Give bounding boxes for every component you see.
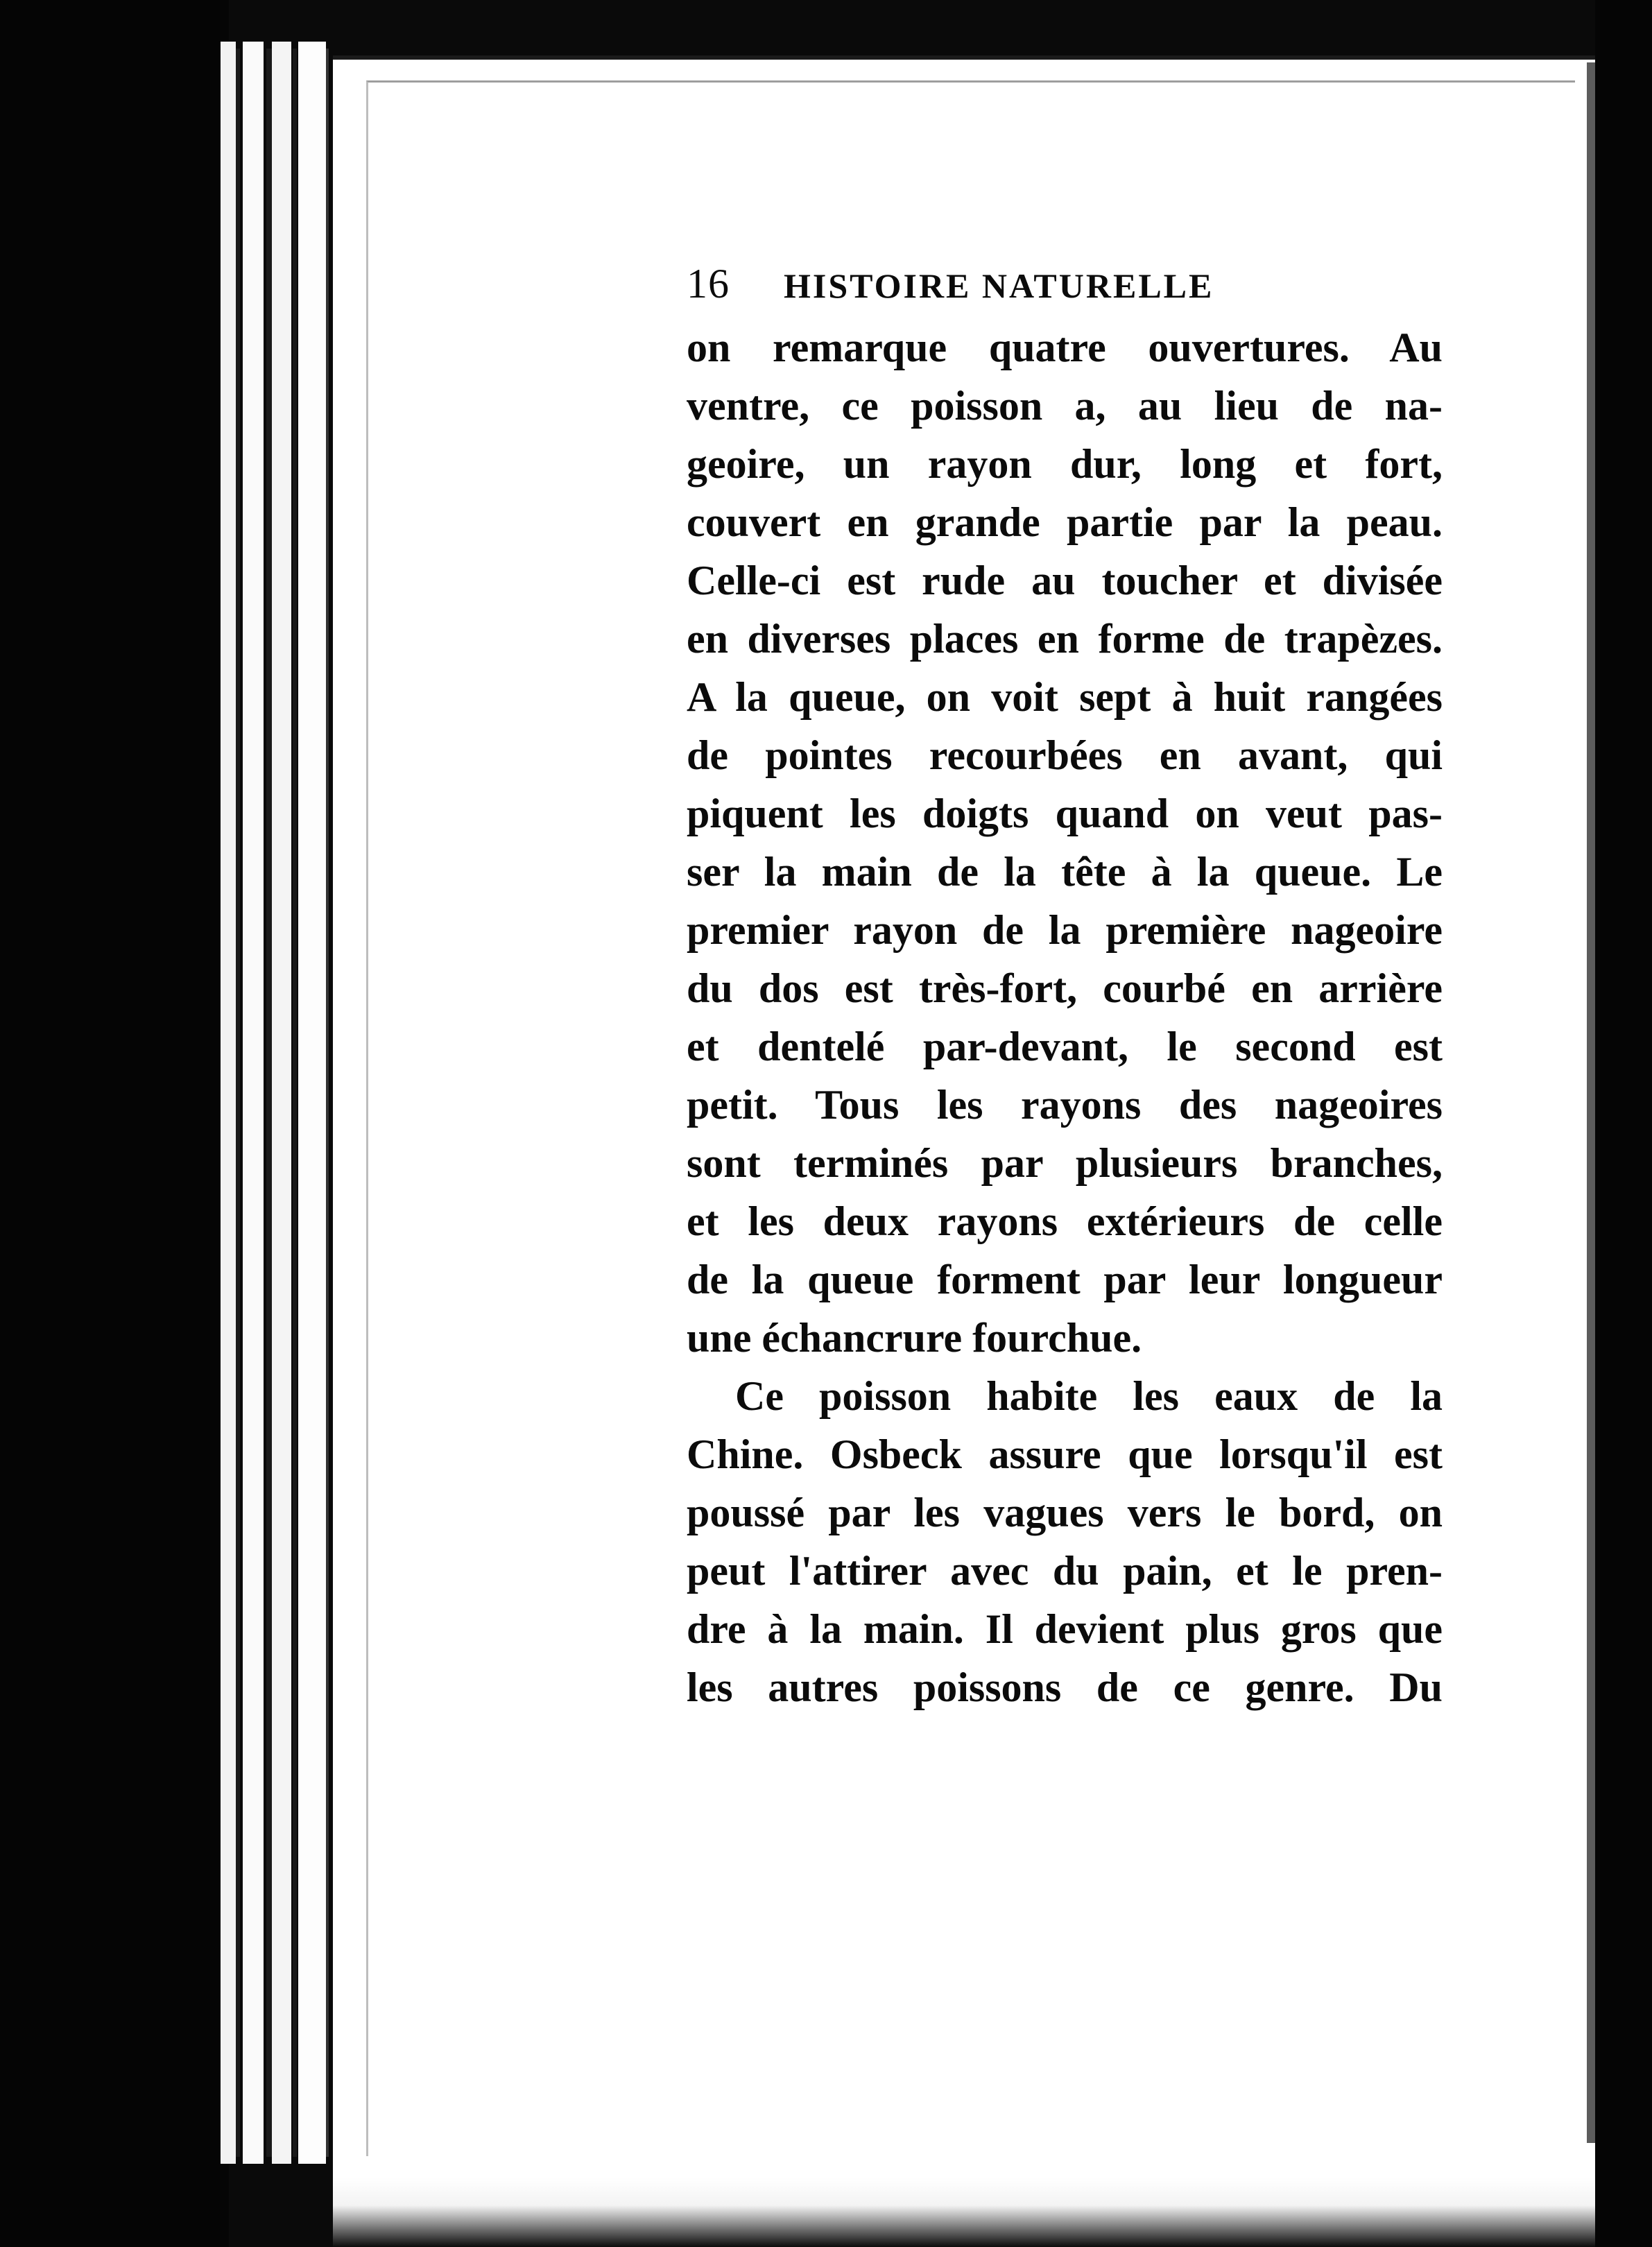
page-edge-shadow [326,49,329,2157]
text-line: premier rayon de la première nageoire [687,907,1443,953]
text-line: piquent les doigts quand on veut pas- [687,791,1443,836]
text-line: du dos est très-fort, courbé en arrière [687,965,1443,1011]
page-bottom-shadow [333,2178,1595,2247]
running-head [687,260,1443,316]
text-line: A la queue, on voit sept à huit rangées [687,674,1443,720]
page-edge [243,42,264,2164]
scan-background-right [1595,0,1652,2247]
text-line: couvert en grande partie par la peau. [687,499,1443,545]
text-line: et les deux rayons extérieurs de celle [687,1198,1443,1244]
text-line: poussé par les vagues vers le bord, on [687,1490,1443,1535]
text-line: ventre, ce poisson a, au lieu de na- [687,383,1443,429]
text-line: sont terminés par plusieurs branches, [687,1140,1443,1186]
page-edge-shadow [236,49,240,2157]
text-line: peut l'attirer avec du pain, et le pren- [687,1548,1443,1594]
paragraph [687,318,1443,1367]
text-line: Chine. Osbeck assure que lorsqu'il est [687,1431,1443,1477]
text-line: geoire, un rayon dur, long et fort, [687,441,1443,487]
page-edge [221,42,236,2164]
text-line: on remarque quatre ouvertures. Au [687,325,1443,370]
text-line: dre à la main. Il devient plus gros que [687,1606,1443,1652]
text-line: les autres poissons de ce genre. Du [687,1664,1443,1710]
page-edge [298,42,326,2164]
page-edge-shadow [293,49,297,2157]
running-head-title: HISTOIRE NATURELLE [784,266,1214,305]
page-edge-shadow [266,49,272,2157]
text-line: et dentelé par-devant, le second est [687,1024,1443,1069]
scan-background-left [0,0,229,2247]
binding-edge [1587,62,1595,2143]
text-line: en diverses places en forme de trapèzes. [687,616,1443,662]
text-line: petit. Tous les rayons des nageoires [687,1082,1443,1128]
text-line: de pointes recourbées en avant, qui [687,732,1443,778]
text-line: ser la main de la tête à la queue. Le [687,849,1443,895]
page-number: 16 [687,261,730,307]
text-block [687,260,1443,1716]
page-edge [272,42,291,2164]
text-line: une échancrure fourchue. [687,1315,1142,1361]
text-line: Ce poisson habite les eaux de la [735,1373,1443,1419]
text-line: de la queue forment par leur longueur [687,1257,1443,1302]
paragraph [687,1367,1443,1716]
text-line: Celle-ci est rude au toucher et divisée [687,558,1443,603]
